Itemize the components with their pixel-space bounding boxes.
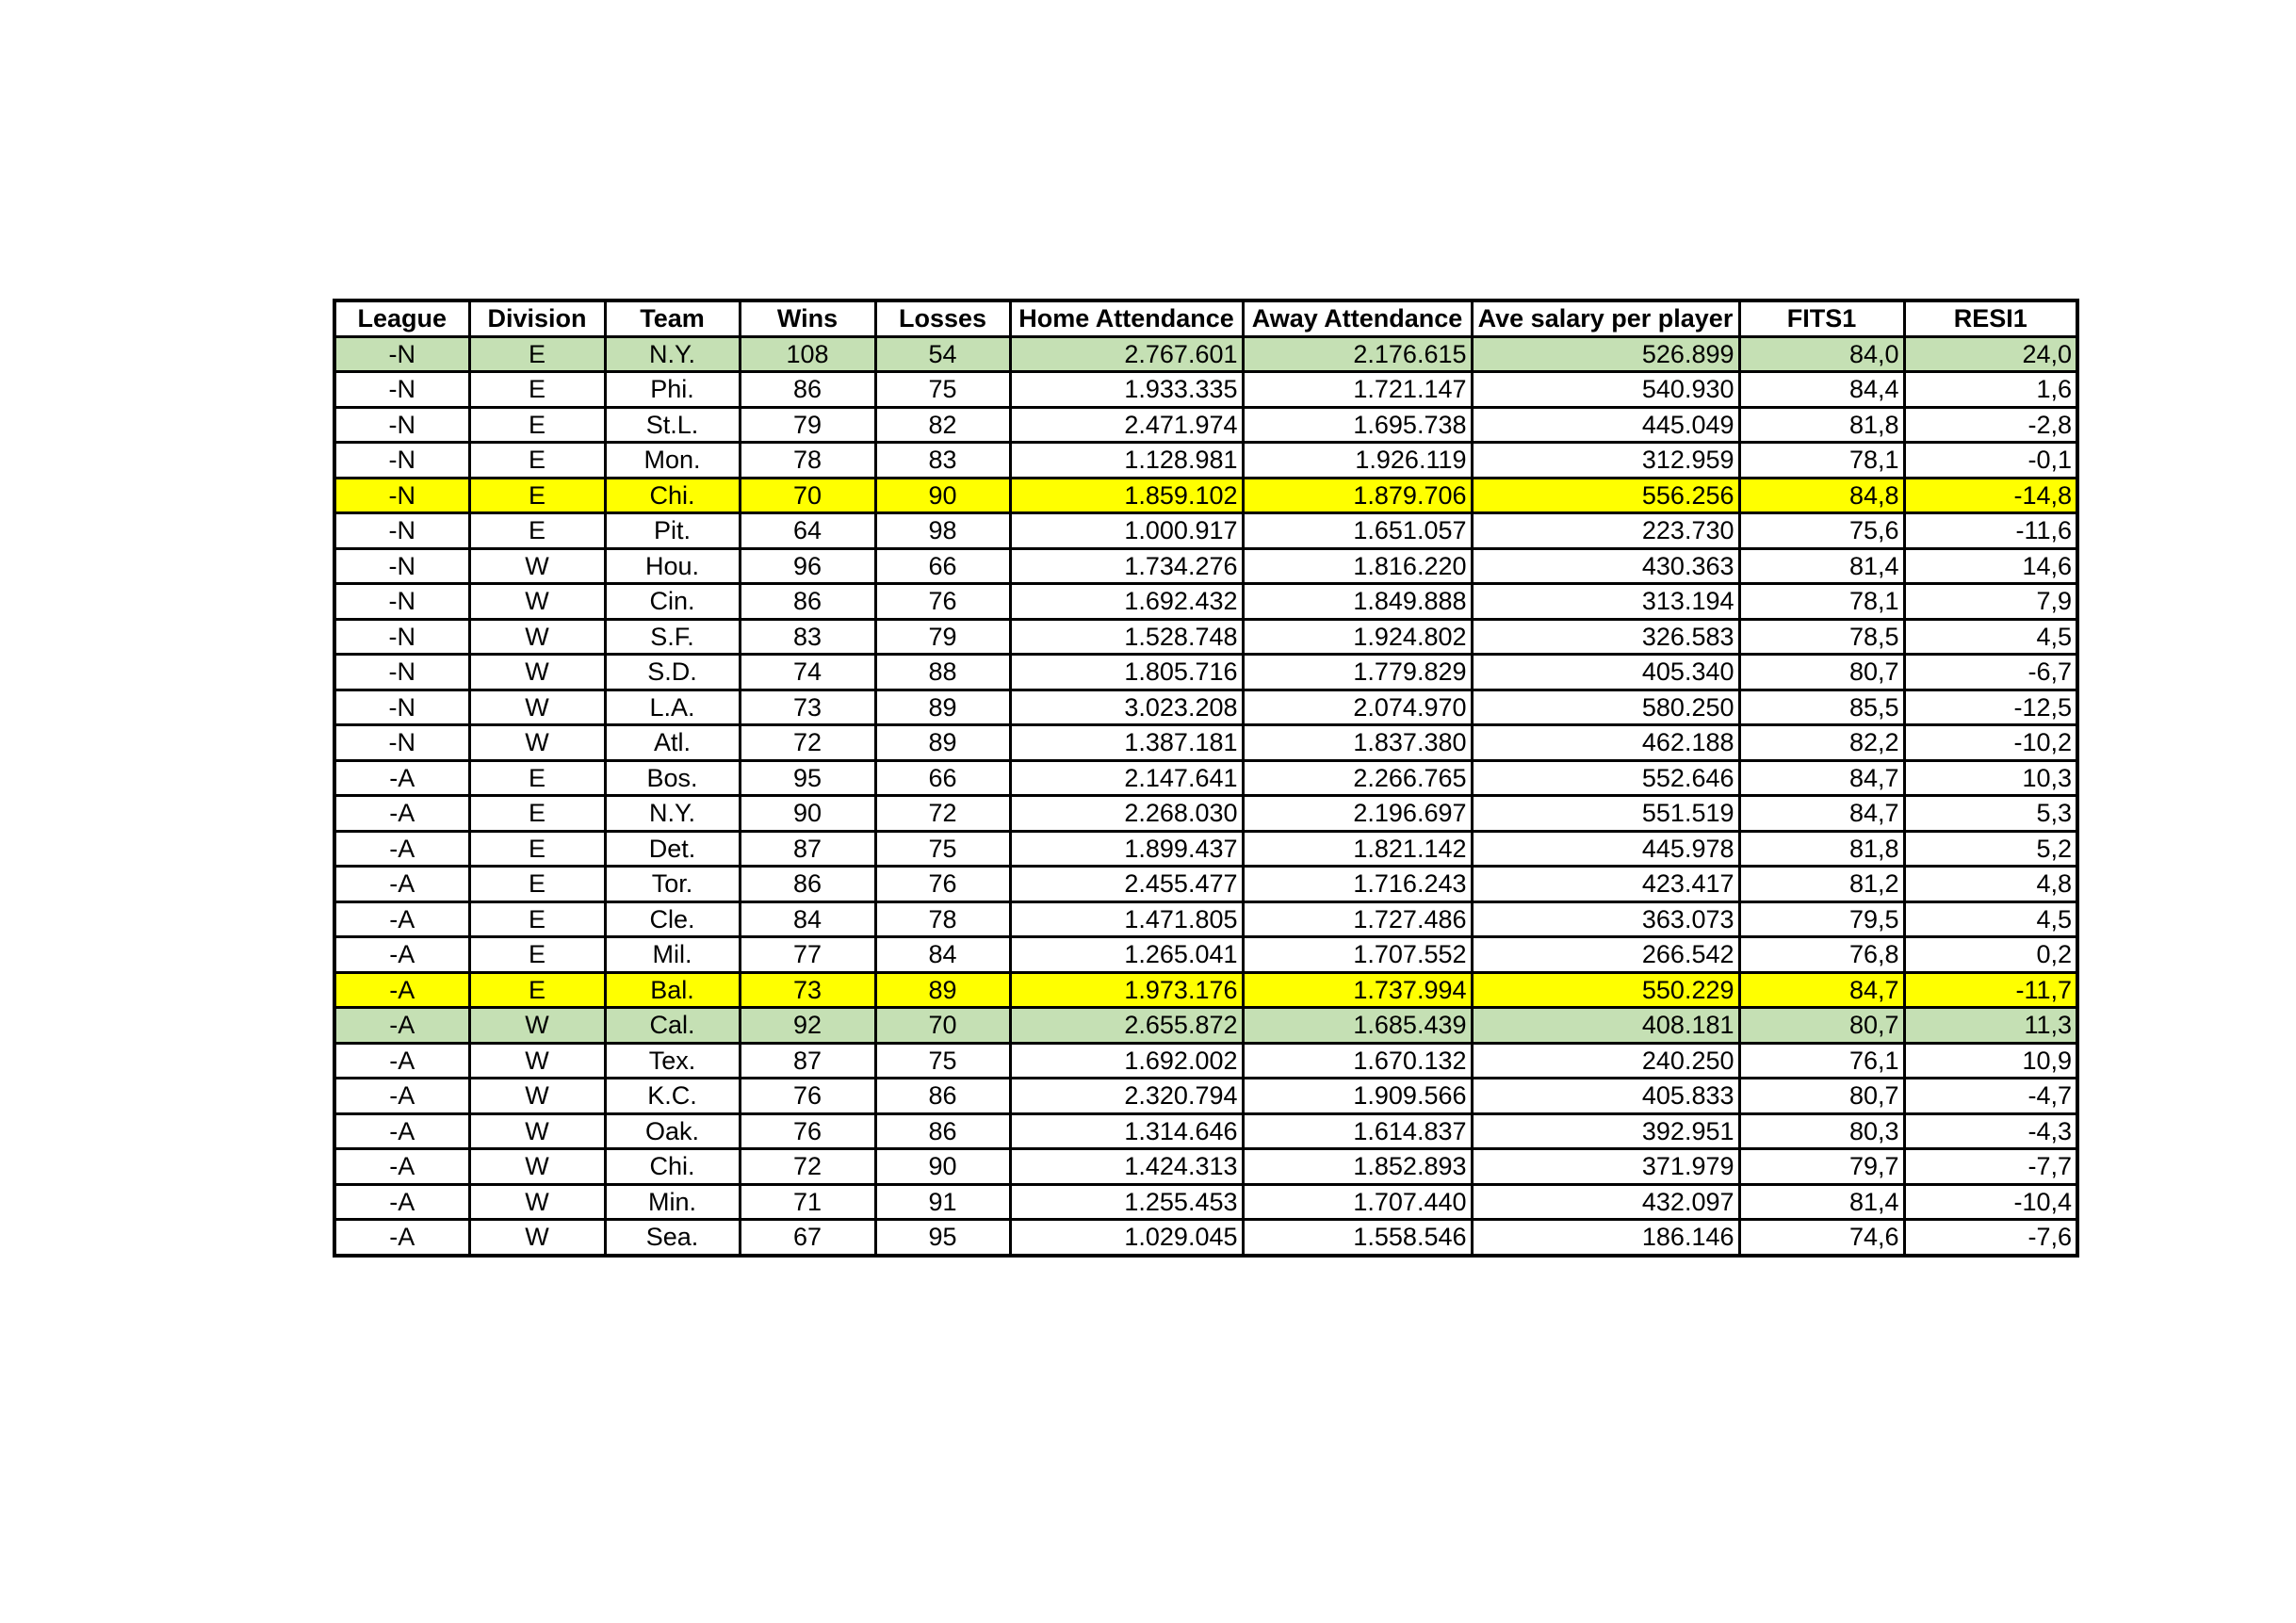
data-table	[333, 299, 2079, 1258]
cell-team: Sea.	[605, 1220, 740, 1256]
cell-ave-salary: 363.073	[1472, 901, 1739, 937]
cell-wins: 70	[740, 478, 875, 513]
cell-ave-salary: 371.979	[1472, 1149, 1739, 1185]
cell-losses: 83	[875, 443, 1010, 479]
cell-fits1: 78,5	[1739, 619, 1904, 655]
cell-losses: 86	[875, 1113, 1010, 1149]
table-row	[334, 901, 2077, 937]
cell-ave-salary: 550.229	[1472, 972, 1739, 1008]
cell-division: E	[469, 478, 605, 513]
cell-home-attendance: 3.023.208	[1010, 690, 1243, 725]
cell-losses: 76	[875, 584, 1010, 620]
table-row	[334, 972, 2077, 1008]
cell-fits1: 80,7	[1739, 1079, 1904, 1114]
table-row	[334, 1149, 2077, 1185]
cell-team: S.F.	[605, 619, 740, 655]
cell-fits1: 74,6	[1739, 1220, 1904, 1256]
cell-division: W	[469, 725, 605, 761]
cell-team: Tex.	[605, 1043, 740, 1079]
cell-resi1: 10,3	[1904, 760, 2077, 796]
cell-division: W	[469, 548, 605, 584]
cell-division: W	[469, 1043, 605, 1079]
cell-resi1: 7,9	[1904, 584, 2077, 620]
cell-team: S.D.	[605, 655, 740, 690]
table-row	[334, 1079, 2077, 1114]
cell-away-attendance: 1.926.119	[1243, 443, 1472, 479]
cell-home-attendance: 2.767.601	[1010, 336, 1243, 372]
table-row	[334, 1184, 2077, 1220]
cell-resi1: -0,1	[1904, 443, 2077, 479]
cell-resi1: 24,0	[1904, 336, 2077, 372]
cell-wins: 77	[740, 937, 875, 973]
table-row	[334, 1113, 2077, 1149]
cell-division: W	[469, 1184, 605, 1220]
table-row	[334, 1220, 2077, 1256]
cell-ave-salary: 312.959	[1472, 443, 1739, 479]
cell-home-attendance: 2.268.030	[1010, 796, 1243, 832]
cell-losses: 91	[875, 1184, 1010, 1220]
cell-ave-salary: 552.646	[1472, 760, 1739, 796]
header-losses: Losses	[875, 300, 1010, 336]
cell-home-attendance: 2.455.477	[1010, 867, 1243, 902]
cell-away-attendance: 1.879.706	[1243, 478, 1472, 513]
table-row	[334, 513, 2077, 549]
cell-fits1: 84,8	[1739, 478, 1904, 513]
cell-ave-salary: 313.194	[1472, 584, 1739, 620]
cell-ave-salary: 223.730	[1472, 513, 1739, 549]
cell-resi1: 14,6	[1904, 548, 2077, 584]
cell-fits1: 84,7	[1739, 760, 1904, 796]
cell-division: E	[469, 443, 605, 479]
cell-away-attendance: 1.837.380	[1243, 725, 1472, 761]
cell-league: -N	[334, 584, 469, 620]
cell-team: Phi.	[605, 372, 740, 408]
cell-away-attendance: 1.721.147	[1243, 372, 1472, 408]
cell-ave-salary: 445.049	[1472, 407, 1739, 443]
cell-losses: 54	[875, 336, 1010, 372]
cell-away-attendance: 1.727.486	[1243, 901, 1472, 937]
cell-division: W	[469, 1008, 605, 1044]
cell-division: W	[469, 1113, 605, 1149]
cell-home-attendance: 1.128.981	[1010, 443, 1243, 479]
cell-resi1: -14,8	[1904, 478, 2077, 513]
cell-league: -N	[334, 478, 469, 513]
cell-ave-salary: 551.519	[1472, 796, 1739, 832]
cell-home-attendance: 1.029.045	[1010, 1220, 1243, 1256]
cell-division: E	[469, 937, 605, 973]
cell-league: -A	[334, 831, 469, 867]
cell-home-attendance: 2.147.641	[1010, 760, 1243, 796]
table-row	[334, 725, 2077, 761]
cell-resi1: 10,9	[1904, 1043, 2077, 1079]
table-row	[334, 760, 2077, 796]
cell-wins: 72	[740, 1149, 875, 1185]
cell-team: Hou.	[605, 548, 740, 584]
cell-away-attendance: 1.849.888	[1243, 584, 1472, 620]
cell-fits1: 84,7	[1739, 972, 1904, 1008]
cell-division: E	[469, 831, 605, 867]
cell-home-attendance: 2.471.974	[1010, 407, 1243, 443]
cell-away-attendance: 1.924.802	[1243, 619, 1472, 655]
table-row	[334, 796, 2077, 832]
cell-home-attendance: 1.471.805	[1010, 901, 1243, 937]
header-resi1: RESI1	[1904, 300, 2077, 336]
cell-fits1: 81,8	[1739, 831, 1904, 867]
cell-resi1: 11,3	[1904, 1008, 2077, 1044]
cell-away-attendance: 1.779.829	[1243, 655, 1472, 690]
cell-team: K.C.	[605, 1079, 740, 1114]
cell-home-attendance: 1.265.041	[1010, 937, 1243, 973]
cell-ave-salary: 430.363	[1472, 548, 1739, 584]
cell-home-attendance: 1.000.917	[1010, 513, 1243, 549]
cell-division: E	[469, 901, 605, 937]
cell-home-attendance: 1.528.748	[1010, 619, 1243, 655]
cell-fits1: 84,0	[1739, 336, 1904, 372]
cell-fits1: 82,2	[1739, 725, 1904, 761]
cell-ave-salary: 326.583	[1472, 619, 1739, 655]
cell-division: W	[469, 584, 605, 620]
cell-home-attendance: 2.320.794	[1010, 1079, 1243, 1114]
cell-losses: 78	[875, 901, 1010, 937]
cell-league: -A	[334, 972, 469, 1008]
cell-resi1: 4,5	[1904, 901, 2077, 937]
table-row	[334, 372, 2077, 408]
cell-fits1: 81,8	[1739, 407, 1904, 443]
cell-league: -N	[334, 513, 469, 549]
cell-wins: 96	[740, 548, 875, 584]
cell-losses: 89	[875, 725, 1010, 761]
cell-ave-salary: 445.978	[1472, 831, 1739, 867]
cell-team: Tor.	[605, 867, 740, 902]
cell-away-attendance: 1.737.994	[1243, 972, 1472, 1008]
cell-team: Oak.	[605, 1113, 740, 1149]
cell-losses: 75	[875, 372, 1010, 408]
cell-resi1: 5,2	[1904, 831, 2077, 867]
cell-home-attendance: 2.655.872	[1010, 1008, 1243, 1044]
cell-team: Cal.	[605, 1008, 740, 1044]
cell-ave-salary: 392.951	[1472, 1113, 1739, 1149]
header-ave-salary: Ave salary per player	[1472, 300, 1739, 336]
cell-resi1: 5,3	[1904, 796, 2077, 832]
cell-home-attendance: 1.692.002	[1010, 1043, 1243, 1079]
header-division: Division	[469, 300, 605, 336]
table-row	[334, 690, 2077, 725]
cell-resi1: -4,7	[1904, 1079, 2077, 1114]
table-row	[334, 584, 2077, 620]
cell-fits1: 76,1	[1739, 1043, 1904, 1079]
cell-ave-salary: 405.340	[1472, 655, 1739, 690]
cell-home-attendance: 1.859.102	[1010, 478, 1243, 513]
cell-ave-salary: 462.188	[1472, 725, 1739, 761]
table-row	[334, 867, 2077, 902]
cell-fits1: 81,2	[1739, 867, 1904, 902]
cell-resi1: -11,6	[1904, 513, 2077, 549]
table-row	[334, 478, 2077, 513]
cell-fits1: 78,1	[1739, 584, 1904, 620]
cell-away-attendance: 1.685.439	[1243, 1008, 1472, 1044]
table-row	[334, 407, 2077, 443]
cell-fits1: 84,4	[1739, 372, 1904, 408]
cell-team: Mon.	[605, 443, 740, 479]
cell-resi1: -6,7	[1904, 655, 2077, 690]
cell-fits1: 85,5	[1739, 690, 1904, 725]
cell-away-attendance: 1.651.057	[1243, 513, 1472, 549]
table-row	[334, 619, 2077, 655]
cell-ave-salary: 240.250	[1472, 1043, 1739, 1079]
cell-wins: 92	[740, 1008, 875, 1044]
cell-ave-salary: 408.181	[1472, 1008, 1739, 1044]
cell-losses: 75	[875, 831, 1010, 867]
cell-wins: 74	[740, 655, 875, 690]
cell-league: -A	[334, 1043, 469, 1079]
table-row	[334, 831, 2077, 867]
cell-wins: 76	[740, 1113, 875, 1149]
cell-league: -N	[334, 655, 469, 690]
cell-home-attendance: 1.734.276	[1010, 548, 1243, 584]
cell-league: -A	[334, 1220, 469, 1256]
cell-away-attendance: 2.074.970	[1243, 690, 1472, 725]
cell-league: -A	[334, 867, 469, 902]
cell-league: -A	[334, 901, 469, 937]
cell-losses: 75	[875, 1043, 1010, 1079]
cell-fits1: 75,6	[1739, 513, 1904, 549]
cell-wins: 79	[740, 407, 875, 443]
cell-team: Min.	[605, 1184, 740, 1220]
cell-away-attendance: 1.821.142	[1243, 831, 1472, 867]
table-row	[334, 336, 2077, 372]
cell-wins: 83	[740, 619, 875, 655]
cell-division: W	[469, 619, 605, 655]
cell-division: W	[469, 1079, 605, 1114]
cell-ave-salary: 405.833	[1472, 1079, 1739, 1114]
cell-fits1: 76,8	[1739, 937, 1904, 973]
cell-away-attendance: 1.852.893	[1243, 1149, 1472, 1185]
cell-resi1: -10,4	[1904, 1184, 2077, 1220]
cell-team: Chi.	[605, 478, 740, 513]
cell-away-attendance: 1.816.220	[1243, 548, 1472, 584]
cell-team: N.Y.	[605, 796, 740, 832]
cell-losses: 66	[875, 760, 1010, 796]
cell-division: W	[469, 1149, 605, 1185]
cell-resi1: 4,5	[1904, 619, 2077, 655]
cell-division: E	[469, 407, 605, 443]
cell-wins: 86	[740, 584, 875, 620]
cell-league: -N	[334, 548, 469, 584]
cell-league: -A	[334, 1113, 469, 1149]
cell-home-attendance: 1.805.716	[1010, 655, 1243, 690]
cell-resi1: 4,8	[1904, 867, 2077, 902]
cell-fits1: 79,5	[1739, 901, 1904, 937]
cell-team: Atl.	[605, 725, 740, 761]
cell-away-attendance: 1.707.552	[1243, 937, 1472, 973]
header-league: League	[334, 300, 469, 336]
cell-fits1: 80,7	[1739, 655, 1904, 690]
cell-away-attendance: 1.707.440	[1243, 1184, 1472, 1220]
cell-ave-salary: 432.097	[1472, 1184, 1739, 1220]
cell-league: -A	[334, 937, 469, 973]
cell-away-attendance: 1.670.132	[1243, 1043, 1472, 1079]
cell-team: St.L.	[605, 407, 740, 443]
cell-losses: 98	[875, 513, 1010, 549]
cell-division: E	[469, 372, 605, 408]
cell-wins: 67	[740, 1220, 875, 1256]
cell-wins: 108	[740, 336, 875, 372]
cell-losses: 89	[875, 972, 1010, 1008]
cell-losses: 86	[875, 1079, 1010, 1114]
table-row	[334, 1008, 2077, 1044]
cell-losses: 82	[875, 407, 1010, 443]
cell-division: E	[469, 796, 605, 832]
table-row	[334, 548, 2077, 584]
cell-resi1: -11,7	[1904, 972, 2077, 1008]
header-team: Team	[605, 300, 740, 336]
cell-league: -N	[334, 619, 469, 655]
cell-resi1: -4,3	[1904, 1113, 2077, 1149]
cell-team: Cle.	[605, 901, 740, 937]
cell-losses: 89	[875, 690, 1010, 725]
cell-away-attendance: 2.266.765	[1243, 760, 1472, 796]
cell-ave-salary: 186.146	[1472, 1220, 1739, 1256]
cell-ave-salary: 266.542	[1472, 937, 1739, 973]
cell-division: E	[469, 513, 605, 549]
table-row	[334, 937, 2077, 973]
cell-division: E	[469, 867, 605, 902]
cell-wins: 73	[740, 972, 875, 1008]
cell-fits1: 84,7	[1739, 796, 1904, 832]
cell-league: -A	[334, 796, 469, 832]
cell-fits1: 79,7	[1739, 1149, 1904, 1185]
cell-team: Cin.	[605, 584, 740, 620]
table-row	[334, 1043, 2077, 1079]
cell-home-attendance: 1.255.453	[1010, 1184, 1243, 1220]
cell-team: Chi.	[605, 1149, 740, 1185]
cell-resi1: -7,6	[1904, 1220, 2077, 1256]
cell-league: -A	[334, 1079, 469, 1114]
cell-team: N.Y.	[605, 336, 740, 372]
header-away-attendance: Away Attendance	[1243, 300, 1472, 336]
cell-team: Pit.	[605, 513, 740, 549]
cell-ave-salary: 423.417	[1472, 867, 1739, 902]
cell-home-attendance: 1.314.646	[1010, 1113, 1243, 1149]
cell-wins: 84	[740, 901, 875, 937]
cell-resi1: -7,7	[1904, 1149, 2077, 1185]
cell-league: -N	[334, 372, 469, 408]
cell-wins: 64	[740, 513, 875, 549]
cell-home-attendance: 1.933.335	[1010, 372, 1243, 408]
cell-home-attendance: 1.387.181	[1010, 725, 1243, 761]
cell-losses: 88	[875, 655, 1010, 690]
cell-ave-salary: 556.256	[1472, 478, 1739, 513]
header-home-attendance: Home Attendance	[1010, 300, 1243, 336]
cell-away-attendance: 2.176.615	[1243, 336, 1472, 372]
cell-wins: 87	[740, 831, 875, 867]
cell-home-attendance: 1.973.176	[1010, 972, 1243, 1008]
cell-losses: 90	[875, 478, 1010, 513]
cell-ave-salary: 540.930	[1472, 372, 1739, 408]
cell-home-attendance: 1.899.437	[1010, 831, 1243, 867]
cell-away-attendance: 1.695.738	[1243, 407, 1472, 443]
cell-losses: 66	[875, 548, 1010, 584]
cell-resi1: -2,8	[1904, 407, 2077, 443]
cell-losses: 79	[875, 619, 1010, 655]
cell-fits1: 78,1	[1739, 443, 1904, 479]
cell-ave-salary: 580.250	[1472, 690, 1739, 725]
cell-division: W	[469, 690, 605, 725]
cell-league: -N	[334, 336, 469, 372]
table-row	[334, 443, 2077, 479]
cell-resi1: 0,2	[1904, 937, 2077, 973]
cell-league: -A	[334, 1008, 469, 1044]
header-fits1: FITS1	[1739, 300, 1904, 336]
cell-home-attendance: 1.424.313	[1010, 1149, 1243, 1185]
cell-away-attendance: 2.196.697	[1243, 796, 1472, 832]
cell-wins: 73	[740, 690, 875, 725]
cell-division: E	[469, 760, 605, 796]
cell-team: Bal.	[605, 972, 740, 1008]
cell-fits1: 81,4	[1739, 548, 1904, 584]
cell-losses: 84	[875, 937, 1010, 973]
cell-away-attendance: 1.614.837	[1243, 1113, 1472, 1149]
cell-away-attendance: 1.716.243	[1243, 867, 1472, 902]
cell-losses: 70	[875, 1008, 1010, 1044]
cell-losses: 90	[875, 1149, 1010, 1185]
cell-home-attendance: 1.692.432	[1010, 584, 1243, 620]
cell-away-attendance: 1.909.566	[1243, 1079, 1472, 1114]
cell-wins: 90	[740, 796, 875, 832]
cell-division: E	[469, 972, 605, 1008]
cell-wins: 72	[740, 725, 875, 761]
cell-league: -A	[334, 760, 469, 796]
cell-fits1: 80,3	[1739, 1113, 1904, 1149]
table-body	[334, 336, 2077, 1256]
cell-league: -A	[334, 1149, 469, 1185]
cell-league: -N	[334, 690, 469, 725]
cell-fits1: 80,7	[1739, 1008, 1904, 1044]
cell-league: -A	[334, 1184, 469, 1220]
cell-resi1: -12,5	[1904, 690, 2077, 725]
table-row	[334, 655, 2077, 690]
cell-team: Mil.	[605, 937, 740, 973]
cell-division: W	[469, 655, 605, 690]
cell-league: -N	[334, 725, 469, 761]
header-wins: Wins	[740, 300, 875, 336]
cell-team: Det.	[605, 831, 740, 867]
cell-wins: 87	[740, 1043, 875, 1079]
cell-division: E	[469, 336, 605, 372]
cell-team: L.A.	[605, 690, 740, 725]
cell-wins: 95	[740, 760, 875, 796]
cell-losses: 76	[875, 867, 1010, 902]
cell-wins: 86	[740, 372, 875, 408]
cell-resi1: -10,2	[1904, 725, 2077, 761]
cell-league: -N	[334, 443, 469, 479]
cell-fits1: 81,4	[1739, 1184, 1904, 1220]
cell-wins: 71	[740, 1184, 875, 1220]
cell-losses: 95	[875, 1220, 1010, 1256]
cell-resi1: 1,6	[1904, 372, 2077, 408]
cell-ave-salary: 526.899	[1472, 336, 1739, 372]
cell-losses: 72	[875, 796, 1010, 832]
cell-wins: 78	[740, 443, 875, 479]
cell-league: -N	[334, 407, 469, 443]
cell-team: Bos.	[605, 760, 740, 796]
cell-wins: 76	[740, 1079, 875, 1114]
cell-division: W	[469, 1220, 605, 1256]
header-row	[334, 300, 2077, 336]
cell-wins: 86	[740, 867, 875, 902]
cell-away-attendance: 1.558.546	[1243, 1220, 1472, 1256]
